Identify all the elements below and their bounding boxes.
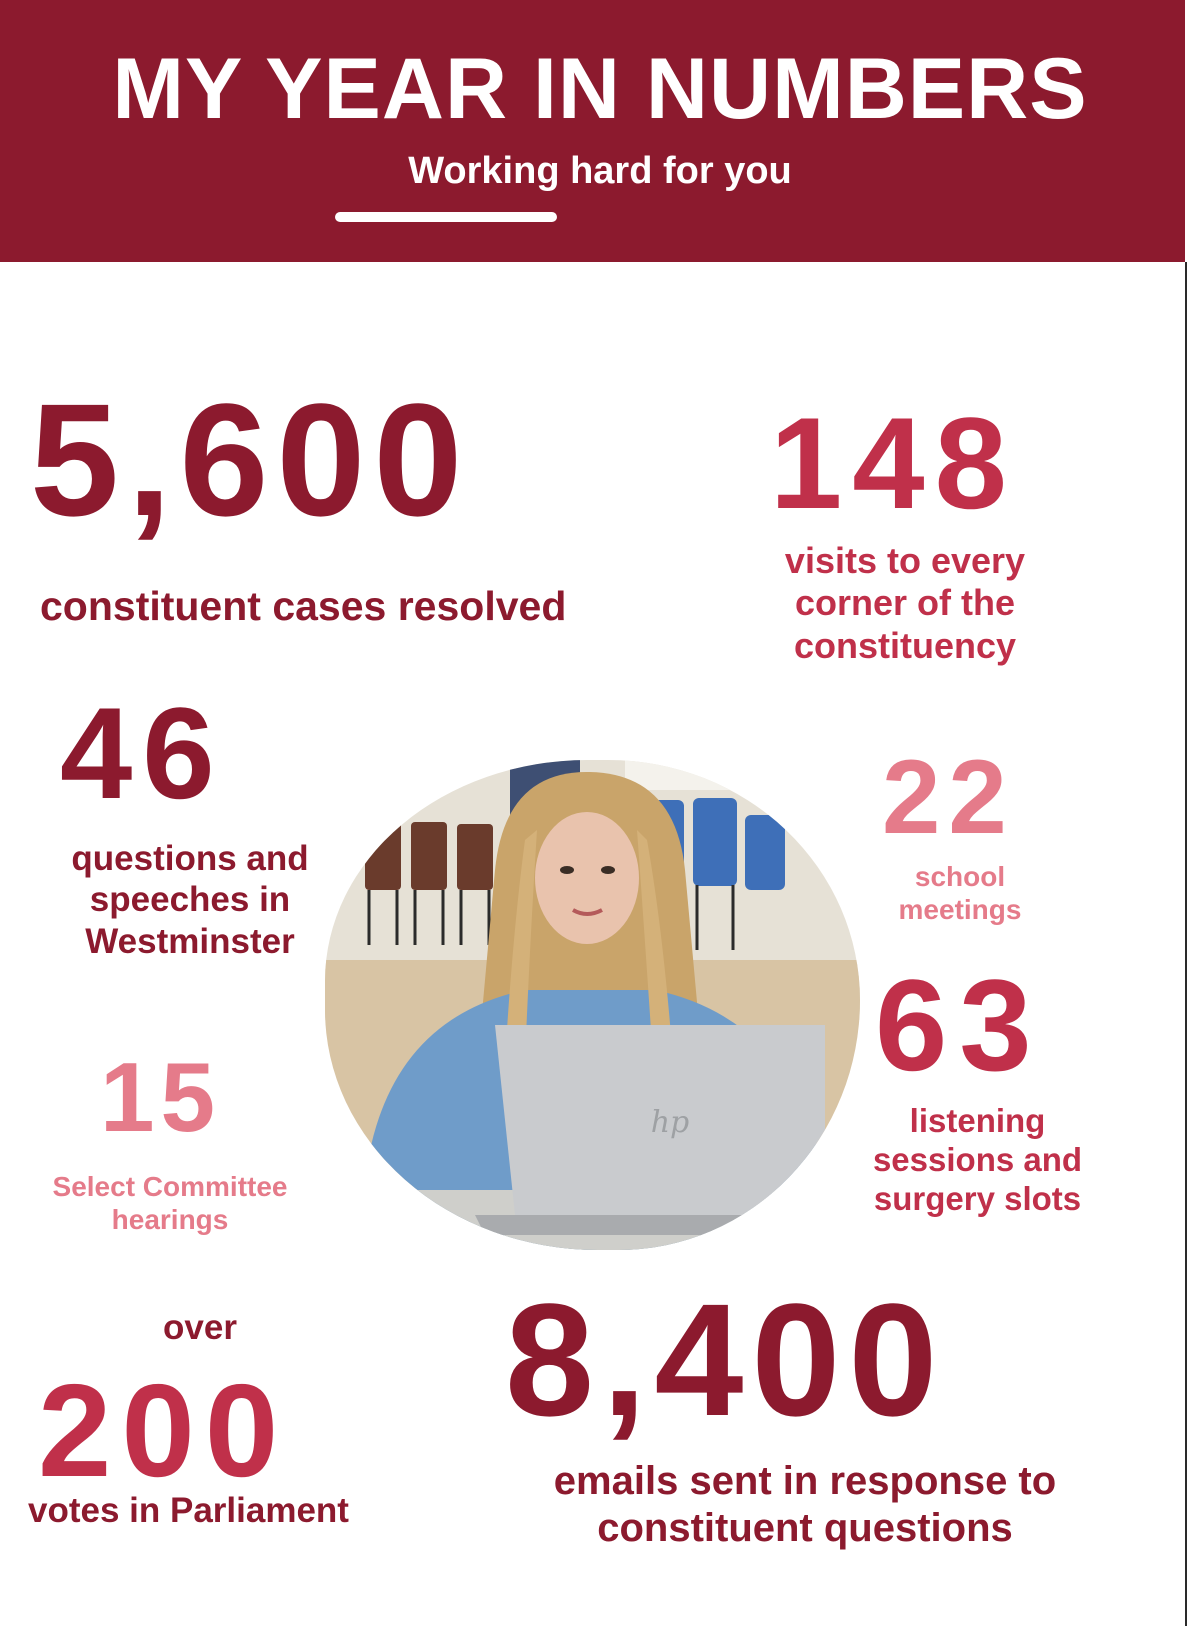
svg-text:hp: hp (650, 1105, 690, 1140)
stat-votes-value: 200 (38, 1357, 289, 1504)
stat-school-value: 22 (882, 739, 1015, 856)
stat-committee-label-line: hearings (111, 1204, 229, 1236)
stat-questions-label-line: questions and (71, 839, 309, 878)
stat-school-label (840, 860, 1080, 926)
page-subtitle: Working hard for you (408, 150, 792, 192)
stat-questions-label-line: speeches in (89, 880, 291, 920)
stat-listening-label-line: sessions and (872, 1140, 1083, 1178)
stat-committee-value: 15 (100, 1042, 222, 1152)
stat-votes-prefix: over (163, 1308, 237, 1347)
stat-visits-label-line: corner of the (794, 582, 1016, 624)
stat-school-label-line: school (914, 861, 1006, 892)
stat-listening-value: 63 (875, 952, 1044, 1098)
stat-emails-label (510, 1458, 1100, 1552)
stat-visits-label-line: visits to every (784, 540, 1026, 581)
page-edge-line (1185, 262, 1187, 1626)
stat-listening-label-line: listening (909, 1102, 1046, 1139)
stat-committee-label (25, 1170, 315, 1236)
stat-school-label-line: meetings (898, 894, 1022, 926)
portrait-photo-illustration (325, 760, 860, 1250)
stat-visits-label (735, 540, 1075, 667)
stat-cases-label: constituent cases resolved (40, 583, 567, 629)
stat-questions-label-line: Westminster (85, 921, 295, 961)
stat-questions-label (20, 838, 360, 962)
stat-questions-value: 46 (60, 680, 225, 826)
stat-votes-label: votes in Parliament (28, 1491, 349, 1530)
stat-emails-label-line: constituent questions (597, 1506, 1013, 1551)
stat-visits-value: 148 (770, 390, 1017, 536)
stat-committee-label-line: Select Committee (52, 1171, 288, 1202)
stat-listening-label (850, 1102, 1105, 1219)
stat-listening-label-line: surgery slots (873, 1179, 1082, 1217)
stat-emails-label-line: emails sent in response to (553, 1459, 1057, 1503)
stat-visits-label-line: constituency (793, 624, 1017, 666)
subtitle-underline (335, 212, 557, 222)
page-title: MY YEAR IN NUMBERS (112, 41, 1088, 137)
stat-emails-value: 8,400 (505, 1270, 946, 1449)
portrait-photo (325, 760, 860, 1250)
stat-cases-value: 5,600 (30, 370, 471, 549)
